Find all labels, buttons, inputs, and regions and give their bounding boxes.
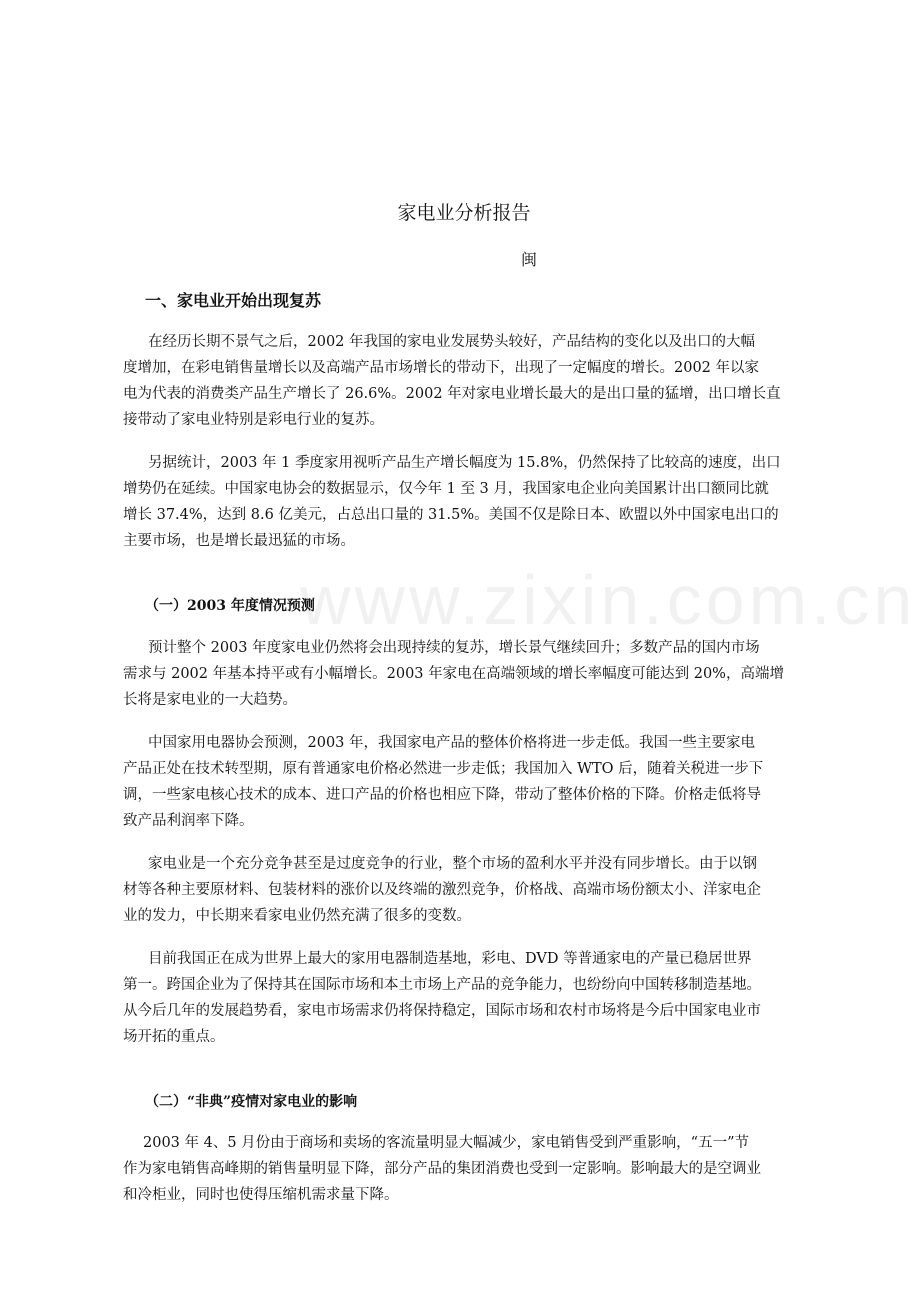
- text-line: 场开拓的重点。: [123, 1029, 225, 1045]
- document-title: 家电业分析报告: [397, 202, 531, 224]
- watermark: www.zixin.com.cn: [300, 561, 917, 639]
- paragraph: [123, 1130, 805, 1208]
- text-line: 2003 年 4、5 月份由于商场和卖场的客流量明显大幅减少，家电销售受到严重影响，“五一”节: [143, 1135, 750, 1151]
- text-line: 和冷柜业，同时也使得压缩机需求量下降。: [123, 1187, 399, 1203]
- text-line: 预计整个 2003 年度家电业仍然将会出现持续的复苏，增长景气继续回升；多数产品的国内市场: [148, 640, 760, 656]
- text-line: 第一。跨国企业为了保持其在国际市场和本土市场上产品的竞争能力，也纷纷向中国转移制造基地。: [123, 977, 761, 993]
- text-line: 致产品利润率下降。: [123, 813, 254, 829]
- text-line: 度增加，在彩电销售量增长以及高端产品市场增长的带动下，出现了一定幅度的增长。2002 年以家: [123, 360, 760, 376]
- text-line: 主要市场，也是增长最迅猛的市场。: [123, 533, 355, 549]
- subsection-heading-2: （二）“非典”疫情对家电业的影响: [145, 1094, 358, 1110]
- paragraph: [123, 851, 805, 929]
- paragraph: [123, 450, 805, 554]
- document-author: 闽: [521, 250, 538, 269]
- text-line: 需求与 2002 年基本持平或有小幅增长。2003 年家电在高端领域的增长率幅度可能达到 20%，高端增: [123, 666, 784, 682]
- paragraph: [123, 329, 805, 433]
- text-line: 电为代表的消费类产品生产增长了 26.6%。2002 年对家电业增长最大的是出口量的猛增，出口增长直: [123, 386, 781, 402]
- text-line: 接带动了家电业特别是彩电行业的复苏。: [123, 412, 384, 428]
- text-line: 目前我国正在成为世界上最大的家用电器制造基地，彩电、DVD 等普通家电的产量已稳居世界: [148, 951, 752, 967]
- text-line: 家电业是一个充分竞争甚至是过度竞争的行业，整个市场的盈利水平并没有同步增长。由于以钢: [148, 856, 757, 872]
- text-line: 产品正处在技术转型期，原有普通家电价格必然进一步走低；我国加入 WTO 后，随着关税进一步下: [123, 761, 764, 777]
- paragraph: [123, 730, 805, 834]
- paragraph: [123, 635, 805, 713]
- text-line: 在经历长期不景气之后，2002 年我国的家电业发展势头较好，产品结构的变化以及出口的大幅: [148, 334, 756, 350]
- text-line: 另据统计，2003 年 1 季度家用视听产品生产增长幅度为 15.8%，仍然保持了比较高的速度，出口: [148, 455, 781, 471]
- paragraph: [123, 946, 805, 1050]
- text-line: 从今后几年的发展趋势看，家电市场需求仍将保持稳定，国际市场和农村市场将是今后中国家电业市: [123, 1003, 761, 1019]
- text-line: 中国家用电器协会预测，2003 年，我国家电产品的整体价格将进一步走低。我国一些主要家电: [148, 735, 756, 751]
- subsection-heading-1: （一）2003 年度情况预测: [145, 598, 315, 614]
- text-line: 长将是家电业的一大趋势。: [123, 692, 297, 708]
- section-heading-1: 一、家电业开始出现复苏: [145, 291, 322, 310]
- text-line: 业的发力，中长期来看家电业仍然充满了很多的变数。: [123, 908, 471, 924]
- text-line: 材等各种主要原材料、包装材料的涨价以及终端的激烈竞争，价格战、高端市场份额太小、洋家电企: [123, 882, 761, 898]
- text-line: 作为家电销售高峰期的销售量明显下降，部分产品的集团消费也受到一定影响。影响最大的是空调业: [123, 1161, 761, 1177]
- text-line: 增势仍在延续。中国家电协会的数据显示，仅今年 1 至 3 月，我国家电企业向美国累计出口额同比就: [123, 481, 769, 497]
- text-line: 调，一些家电核心技术的成本、进口产品的价格也相应下降，带动了整体价格的下降。价格走低将导: [123, 787, 761, 803]
- text-line: 增长 37.4%，达到 8.6 亿美元，占总出口量的 31.5%。美国不仅是除日本、欧盟以外中国家电出口的: [123, 507, 779, 523]
